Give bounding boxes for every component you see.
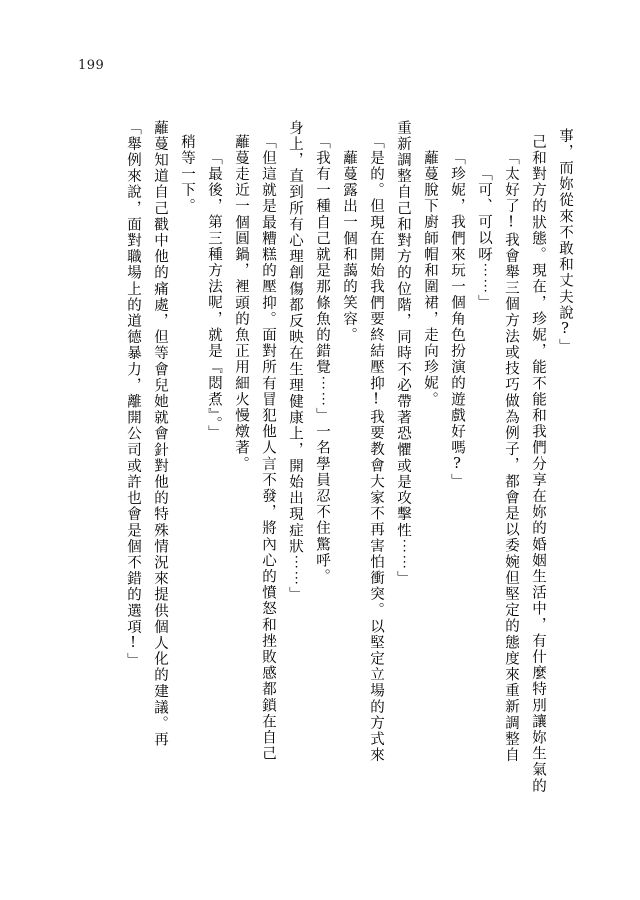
- text-column: 「我有一種自己就是那條魚的錯覺⋯⋯」一名學員忍不住驚呼。: [314, 134, 330, 585]
- text-column: 「可、可以呀⋯⋯」: [476, 166, 492, 311]
- text-column: 身上，直到所有心理創傷都反映在生理健康上，開始出現症狀⋯⋯」: [287, 120, 303, 603]
- text-column: 「舉例來說，面對職場上的道德暴力，離開公司或許也會是個不錯的選項!」: [125, 120, 141, 669]
- vertical-text-body: [119, 120, 578, 820]
- text-column: 己和對方的狀態。現在，珍妮，能不能和我們分享在妳的婚姻生活中，有什麼特別讓妳生氣的: [530, 134, 546, 795]
- text-column: 稍等一下。: [179, 134, 195, 215]
- text-column: 重新調整自己和對方的位階，同時不必帶著恐懼或是攻擊性⋯⋯」: [395, 120, 411, 587]
- text-column: 「珍妮，我們來玩一個角色扮演的遊戲好嗎?」: [449, 150, 465, 490]
- text-column: 事，而妳從來不敢和丈夫說?」: [557, 128, 573, 355]
- text-column: 蘺蔓脫下廚師帽和圍裙，走向珍妮。: [422, 150, 438, 408]
- text-column: 「是的。但現在開始我們要終結壓抑!我要教會大家不再害怕衝突。以堅定立場的方式來: [368, 134, 384, 764]
- text-column: 「但這就是最糟糕的壓抑。面對所有冒犯他人言不發，將內心的憤怒和挫敗感都鎖在自己: [260, 134, 276, 762]
- text-column: 蘺蔓走近一個圓鍋，裡頭的魚正用細火慢燉著。: [233, 134, 249, 473]
- text-column: 蘺蔓露出一個和藹的笑容。: [341, 150, 357, 344]
- page-number: 199: [78, 58, 105, 73]
- text-column: 蘺蔓知道自己戳中他的痛處，但等會兒她就會針對他的特殊情況來提供個人化的建議。再: [152, 120, 168, 748]
- text-column: 「太好了!我會舉三個方法或技巧做為例子，都會是以委婉但堅定的態度來重新調整自: [503, 150, 519, 764]
- text-column: 「最後，第三種方法呢，就是『悶煮』。」: [206, 150, 222, 442]
